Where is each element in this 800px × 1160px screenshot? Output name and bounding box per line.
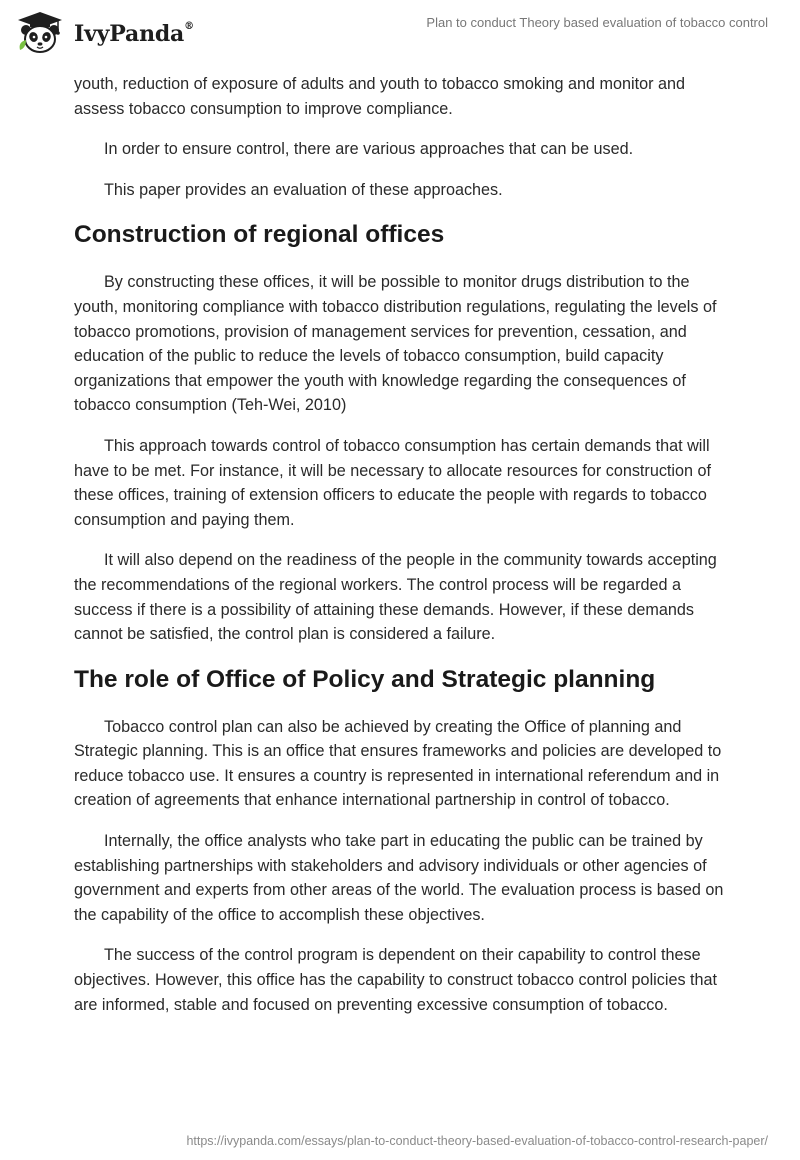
paragraph: The success of the control program is dependent on their capability to control these objectives. However, this office has the capability to construct tobacco control policies that are informed, stable and focused on preventing excessive consumption of tobacco. (74, 946, 718, 1014)
article-body (74, 72, 734, 1033)
document-title: Plan to conduct Theory based evaluation of tobacco control (426, 15, 768, 30)
ivypanda-logo[interactable] (14, 10, 194, 54)
paragraph: By constructing these offices, it will be possible to monitor drugs distribution to the youth, monitoring compliance with tobacco distribution regulations, regulating the levels of tobacco promotions, provision of management services for prevention, cessation, and education of the public to reduce the levels of tobacco consumption, build capacity organizations that empower the youth with knowledge regarding the consequences of tobacco consumption (Teh-Wei, 2010) (74, 273, 717, 415)
paragraph: Internally, the office analysts who take part in educating the public can be trained by establishing partnerships with stakeholders and advisory individuals or other agencies of government and experts from other areas of the world. The evaluation process is based on the capability of the office to accomplish these objectives. (74, 832, 724, 924)
section-heading-policy-office: The role of Office of Policy and Strategic planning (74, 665, 656, 693)
paragraph: This approach towards control of tobacco consumption has certain demands that will have to be met. For instance, it will be necessary to allocate resources for construction of these offices, training of extension officers to educate the people with regards to tobacco consumption and paying them. (74, 436, 712, 529)
paragraph: youth, reduction of exposure of adults and youth to tobacco smoking and monitor and assess tobacco consumption to improve compliance. (74, 75, 686, 118)
page-header (0, 0, 800, 70)
section-heading-regional-offices: Construction of regional offices (74, 221, 445, 249)
panda-graduate-icon (14, 10, 66, 54)
paragraph: It will also depend on the readiness of the people in the community towards accepting the recommendations of the regional workers. The control process will be regarded a success if there is a possibility of attaining these demands. However, if these demands cannot be satisfied, the control plan is considered a failure. (74, 551, 717, 644)
paragraph: This paper provides an evaluation of these approaches. (104, 180, 503, 199)
brand-name: IvyPanda® (74, 20, 194, 47)
source-url[interactable]: https://ivypanda.com/essays/plan-to-conduct-theory-based-evaluation-of-tobacco-control-research-paper/ (186, 1134, 768, 1148)
paragraph: Tobacco control plan can also be achieved by creating the Office of planning and Strategic planning. This is an office that ensures frameworks and policies are developed to reduce tobacco use. It ensures a country is represented in international referendum and in creation of agreements that enhance international partnership in control of tobacco. (74, 717, 722, 810)
paragraph: In order to ensure control, there are various approaches that can be used. (104, 140, 634, 159)
